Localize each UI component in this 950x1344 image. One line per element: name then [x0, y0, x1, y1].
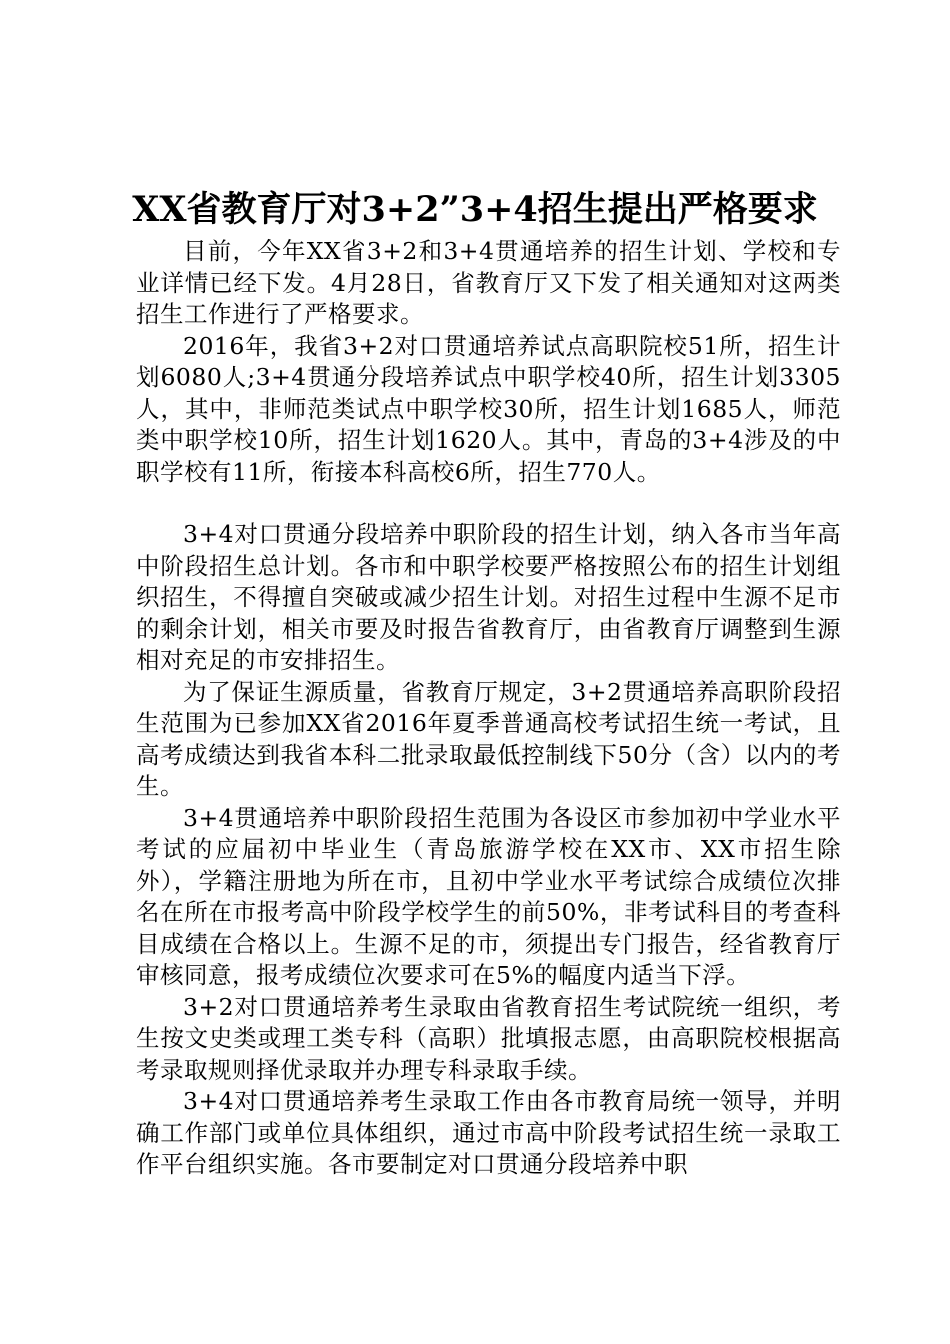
paragraph-3plus4-scope: 3+4贯通培养中职阶段招生范围为各设区市参加初中学业水平考试的应届初中毕业生（青岛旅游学校在XX市、XX市招生除外），学籍注册地为所在市，且初中学业水平考试综合成绩位次排名在所在市报考高中阶段学校学生的前50%，非考试科目的考查科目成绩在合格以上。生源不足的市，须提出专门报告，经省教育厅审核同意，报考成绩位次要求可在5%的幅度内适当下浮。: [136, 803, 841, 989]
document-body: [136, 236, 841, 1181]
paragraph-3plus2-scope: 为了保证生源质量，省教育厅规定，3+2贯通培养高职阶段招生范围为已参加XX省2016年夏季普通高校考试招生统一考试，且高考成绩达到我省本科二批录取最低控制线下50分（含）以内的考生。: [136, 677, 841, 800]
paragraph-plan-rules: 3+4对口贯通分段培养中职阶段的招生计划，纳入各市当年高中阶段招生总计划。各市和中职学校要严格按照公布的招生计划组织招生，不得擅自突破或减少招生计划。对招生过程中生源不足市的剩余计划，相关市要及时报告省教育厅，由省教育厅调整到生源相对充足的市安排招生。: [136, 520, 841, 674]
document-title: XX省教育厅对3+2”3+4招生提出严格要求: [132, 189, 818, 230]
paragraph-3plus4-admission: 3+4对口贯通培养考生录取工作由各市教育局统一领导，并明确工作部门或单位具体组织，通过市高中阶段考试招生统一录取工作平台组织实施。各市要制定对口贯通分段培养中职: [136, 1087, 841, 1178]
paragraph-3plus2-admission: 3+2对口贯通培养考生录取由省教育招生考试院统一组织，考生按文史类或理工类专科（高职）批填报志愿，由高职院校根据高考录取规则择优录取并办理专科录取手续。: [136, 992, 841, 1084]
paragraph-enrollment-figures: 2016年，我省3+2对口贯通培养试点高职院校51所，招生计划6080人;3+4贯通分段培养试点中职学校40所，招生计划3305人，其中，非师范类试点中职学校30所，招生计划1685人，师范类中职学校10所，招生计划1620人。其中，青岛的3+4涉及的中职学校有11所，衔接本科高校6所，招生770人。: [136, 331, 841, 486]
paragraph-intro: 目前，今年XX省3+2和3+4贯通培养的招生计划、学校和专业详情已经下发。4月28日，省教育厅又下发了相关通知对这两类招生工作进行了严格要求。: [136, 237, 841, 328]
